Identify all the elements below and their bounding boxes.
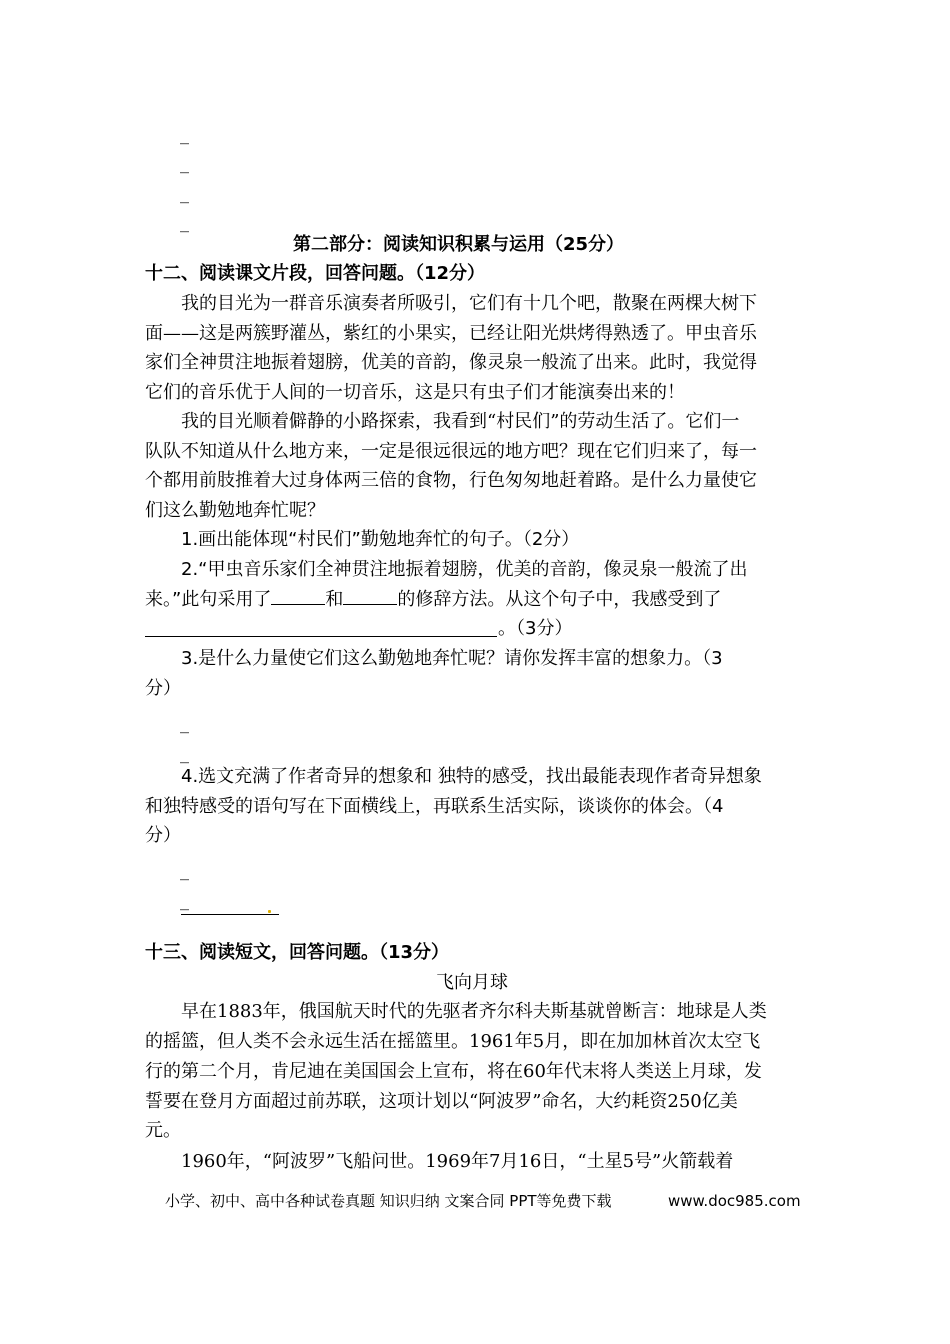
- sub-question-3-line2: 分）: [145, 678, 181, 699]
- passage-line: 1960年，“阿波罗”飞船问世。1969年7月16日，“土星5号”火箭载着: [181, 1151, 734, 1172]
- passage-line: 我的目光为一群音乐演奏者所吸引，它们有十几个吧，散聚在两棵大树下: [181, 293, 757, 314]
- sub-question-2-line2: [145, 588, 721, 612]
- sub-question-4: 4.选文充满了作者奇异的想象和 独特的感受，找出最能表现作者奇异想象: [181, 766, 762, 787]
- part-heading: 第二部分：阅读知识积累与运用（25分）: [293, 234, 625, 255]
- passage-line: 行的第二个月，肯尼迪在美国国会上宣布，将在60年代末将人类送上月球，发: [145, 1061, 762, 1082]
- answer-dash: _: [180, 124, 189, 145]
- passage-line: 队队不知道从什么地方来，一定是很远很远的地方吧？现在它们归来了，每一: [145, 441, 757, 462]
- footer-text: 小学、初中、高中各种试卷真题 知识归纳 文案合同 PPT等免费下载: [165, 1192, 612, 1210]
- answer-dash: _: [180, 212, 189, 233]
- passage-line: 誓要在登月方面超过前苏联，这项计划以“阿波罗”命名，大约耗资250亿美: [145, 1091, 738, 1112]
- mark-dot: [268, 910, 271, 913]
- answer-underline[interactable]: [181, 914, 279, 915]
- passage-line: 元。: [145, 1120, 181, 1141]
- sub-question-2: 2.“甲虫音乐家们全神贯注地振着翅膀，优美的音韵，像灵泉一般流了出: [181, 559, 748, 580]
- answer-dash: _: [180, 153, 189, 174]
- footer-link[interactable]: www.doc985.com: [668, 1192, 801, 1210]
- answer-dash: _: [180, 743, 189, 764]
- passage-line: 的摇篮，但人类不会永远生活在摇篮里。1961年5月，即在加加林首次太空飞: [145, 1031, 761, 1052]
- sub-question-1: 1.画出能体现“村民们”勤勉地奔忙的句子。（2分）: [181, 529, 580, 550]
- text: 来。”此句采用了: [145, 589, 272, 610]
- passage-line: 它们的音乐优于人间的一切音乐，这是只有虫子们才能演奏出来的！: [145, 382, 685, 403]
- passage-line: 早在1883年，俄国航天时代的先驱者齐尔科夫斯基就曾断言：地球是人类: [181, 1001, 767, 1022]
- answer-underline[interactable]: [145, 636, 497, 637]
- question-12-heading: 十二、阅读课文片段，回答问题。（12分）: [145, 263, 486, 284]
- sub-question-4-line3: 分）: [145, 825, 181, 846]
- text: 的修辞方法。从这个句子中，我感受到了: [397, 589, 722, 610]
- sub-question-3: 3.是什么力量使它们这么勤勉地奔忙呢？请你发挥丰富的想象力。（3: [181, 648, 723, 669]
- sub-question-2-score: 。（3分）: [498, 618, 573, 639]
- passage-line: 们这么勤勉地奔忙呢？: [145, 500, 325, 521]
- passage-line: 我的目光顺着僻静的小路探索，我看到“村民们”的劳动生活了。它们一: [181, 411, 740, 432]
- text: 和: [325, 589, 344, 610]
- fill-blank[interactable]: [271, 588, 325, 605]
- passage-line: 家们全神贯注地振着翅膀，优美的音韵，像灵泉一般流了出来。此时，我觉得: [145, 352, 757, 373]
- answer-dash: _: [180, 183, 189, 204]
- fill-blank[interactable]: [343, 588, 397, 605]
- passage-line: 个都用前肢推着大过身体两三倍的食物，行色匆匆地赶着路。是什么力量使它: [145, 470, 757, 491]
- answer-dash: _: [180, 860, 189, 881]
- answer-dash: _: [180, 713, 189, 734]
- passage-title: 飞向月球: [436, 972, 508, 993]
- passage-line: 面——这是两簇野灌丛，紫红的小果实，已经让阳光烘烤得熟透了。甲虫音乐: [145, 323, 757, 344]
- answer-dash: _: [180, 890, 189, 911]
- sub-question-4-line2: 和独特感受的语句写在下面横线上，再联系生活实际，谈谈你的体会。（4: [145, 796, 724, 817]
- question-13-heading: 十三、阅读短文，回答问题。（13分）: [145, 942, 450, 963]
